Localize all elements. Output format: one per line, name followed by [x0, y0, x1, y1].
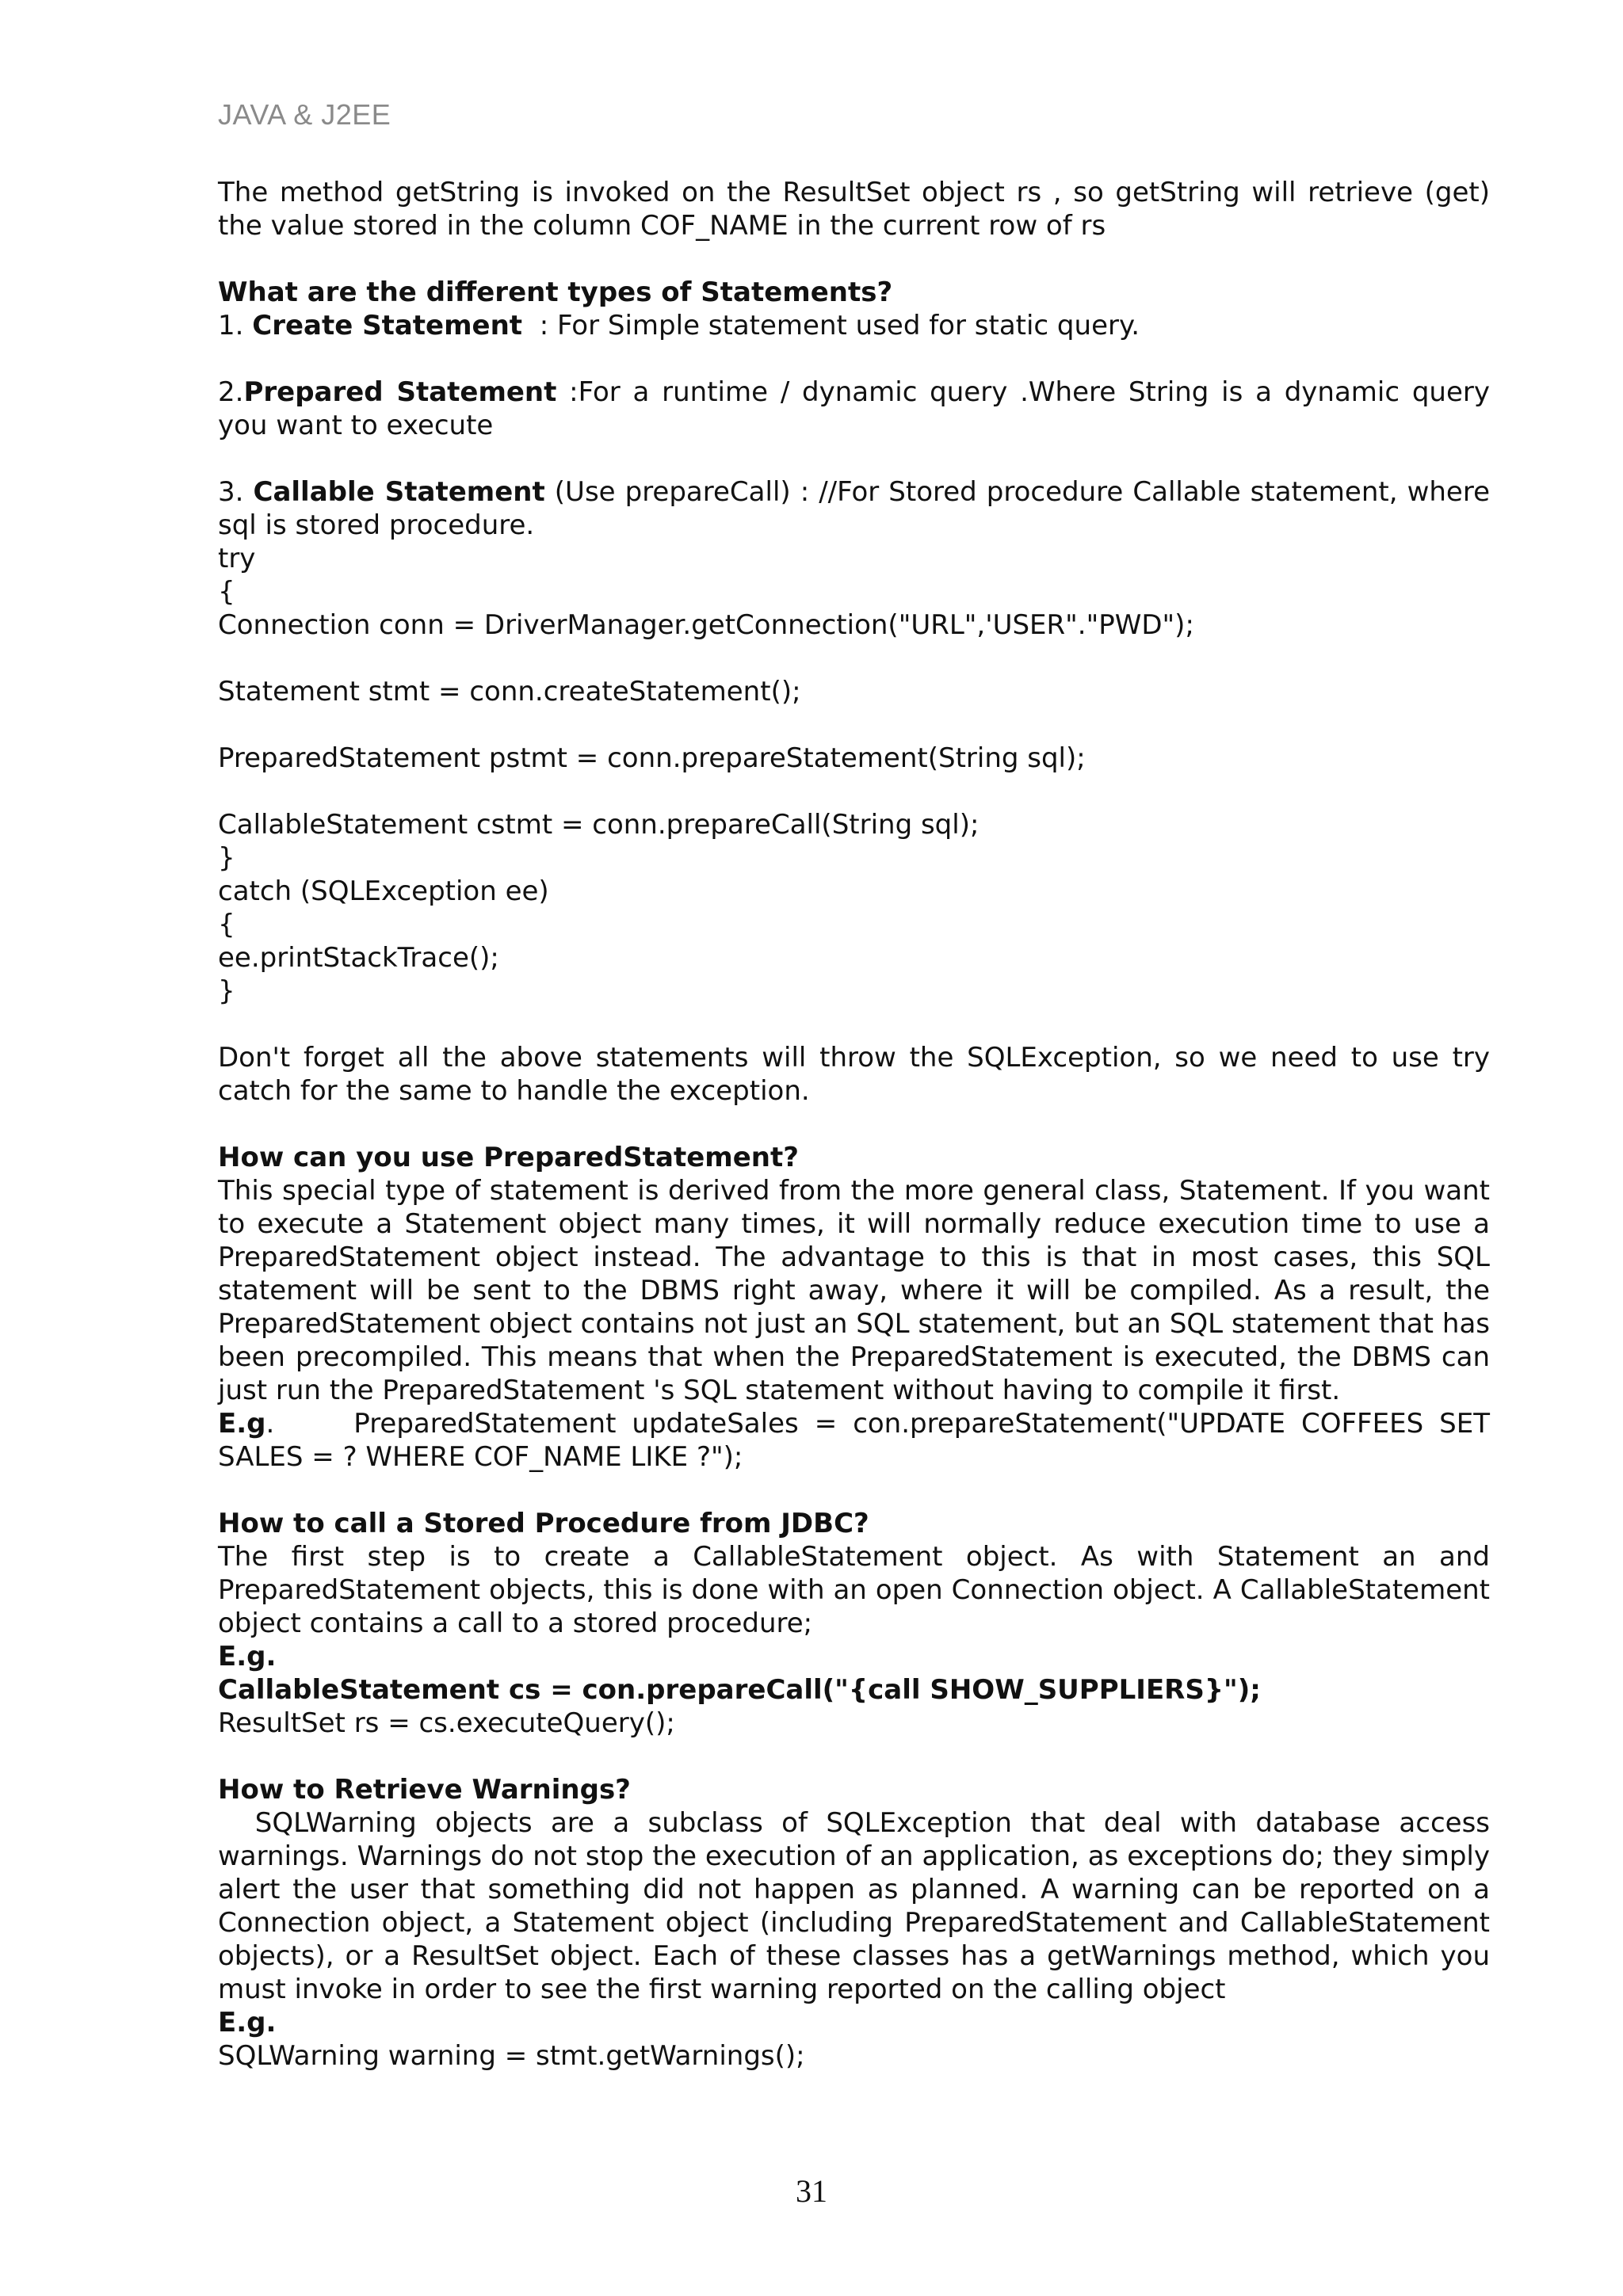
prepared-example: E.g. PreparedStatement updateSales = con.prepareStatement("UPDATE COFFEES SET SALES = ? WHERE COF_NAME LIKE ?"); [218, 1408, 1490, 1473]
code-try: try [218, 543, 256, 574]
warnings-heading: How to Retrieve Warnings? [218, 1774, 631, 1806]
code-print-stack-trace: ee.printStackTrace(); [218, 942, 499, 974]
code-prepared-statement: PreparedStatement pstmt = conn.prepareStatement(String sql); [218, 742, 1086, 774]
prepared-paragraph: This special type of statement is derived from the more general class, Statement. If you want to execute a Statement object many times, it will normally reduce execution time to use a PreparedStatement object instead. The advantage to this is that in most cases, this SQL statement will be sent to the DBMS right away, where it will be compiled. As a result, the PreparedStatement object contains not just an SQL statement, but an SQL statement that has been precompiled. This means that when the PreparedStatement is executed, the DBMS can just run the PreparedStatement 's SQL statement without having to compile it first. [218, 1175, 1490, 1406]
exception-note: Don't forget all the above statements will throw the SQLException, so we need to use try catch for the same to handle the exception. [218, 1042, 1490, 1107]
running-header: JAVA & J2EE [218, 98, 391, 131]
code-brace-open: { [218, 909, 235, 940]
code-brace-close: } [218, 842, 235, 874]
statement-item-callable: 3. Callable Statement (Use prepareCall) : //For Stored procedure Callable statement, where sql is stored procedure. [218, 476, 1490, 541]
statements-heading: What are the different types of Statements? [218, 277, 893, 308]
code-brace-close: } [218, 975, 235, 1007]
warnings-example-code: SQLWarning warning = stmt.getWarnings(); [218, 2040, 805, 2072]
warnings-paragraph: SQLWarning objects are a subclass of SQLException that deal with database access warnings. Warnings do not stop the execution of an application, as exceptions do; they simply alert the user that something did not happen as planned. A warning can be reported on a Connection object, a Statement object (including PreparedStatement and CallableStatement objects), or a ResultSet object. Each of these classes has a getWarnings method, which you must invoke in order to see the first warning reported on the calling object [218, 1807, 1499, 2005]
warnings-example-label: E.g. [218, 2007, 277, 2039]
stored-procedure-heading: How to call a Stored Procedure from JDBC? [218, 1508, 869, 1539]
stored-example-label: E.g. [218, 1641, 277, 1672]
stored-procedure-paragraph: The first step is to create a CallableStatement object. As with Statement an and PreparedStatement objects, this is done with an open Connection object. A CallableStatement object contains a call to a stored procedure; [218, 1541, 1490, 1639]
code-connection: Connection conn = DriverManager.getConnection("URL",'USER"."PWD"); [218, 609, 1194, 641]
code-callable-statement: CallableStatement cstmt = conn.prepareCall(String sql); [218, 809, 980, 841]
statement-item-prepared: 2.Prepared Statement :For a runtime / dynamic query .Where String is a dynamic query you want to execute [218, 376, 1490, 441]
prepared-heading: How can you use PreparedStatement? [218, 1142, 799, 1173]
code-statement: Statement stmt = conn.createStatement(); [218, 676, 801, 707]
statement-item-create: 1. Create Statement : For Simple statement used for static query. [218, 310, 1140, 341]
code-brace-open: { [218, 576, 235, 608]
page-number: 31 [796, 2173, 827, 2209]
page-content [218, 176, 1499, 2073]
intro-paragraph: The method getString is invoked on the ResultSet object rs , so getString will retrieve (get) the value stored in the column COF_NAME in the current row of rs [218, 177, 1490, 242]
stored-example-code-bold: CallableStatement cs = con.prepareCall("{call SHOW_SUPPLIERS}"); [218, 1674, 1261, 1706]
stored-example-code: ResultSet rs = cs.executeQuery(); [218, 1707, 675, 1739]
code-catch: catch (SQLException ee) [218, 875, 549, 907]
